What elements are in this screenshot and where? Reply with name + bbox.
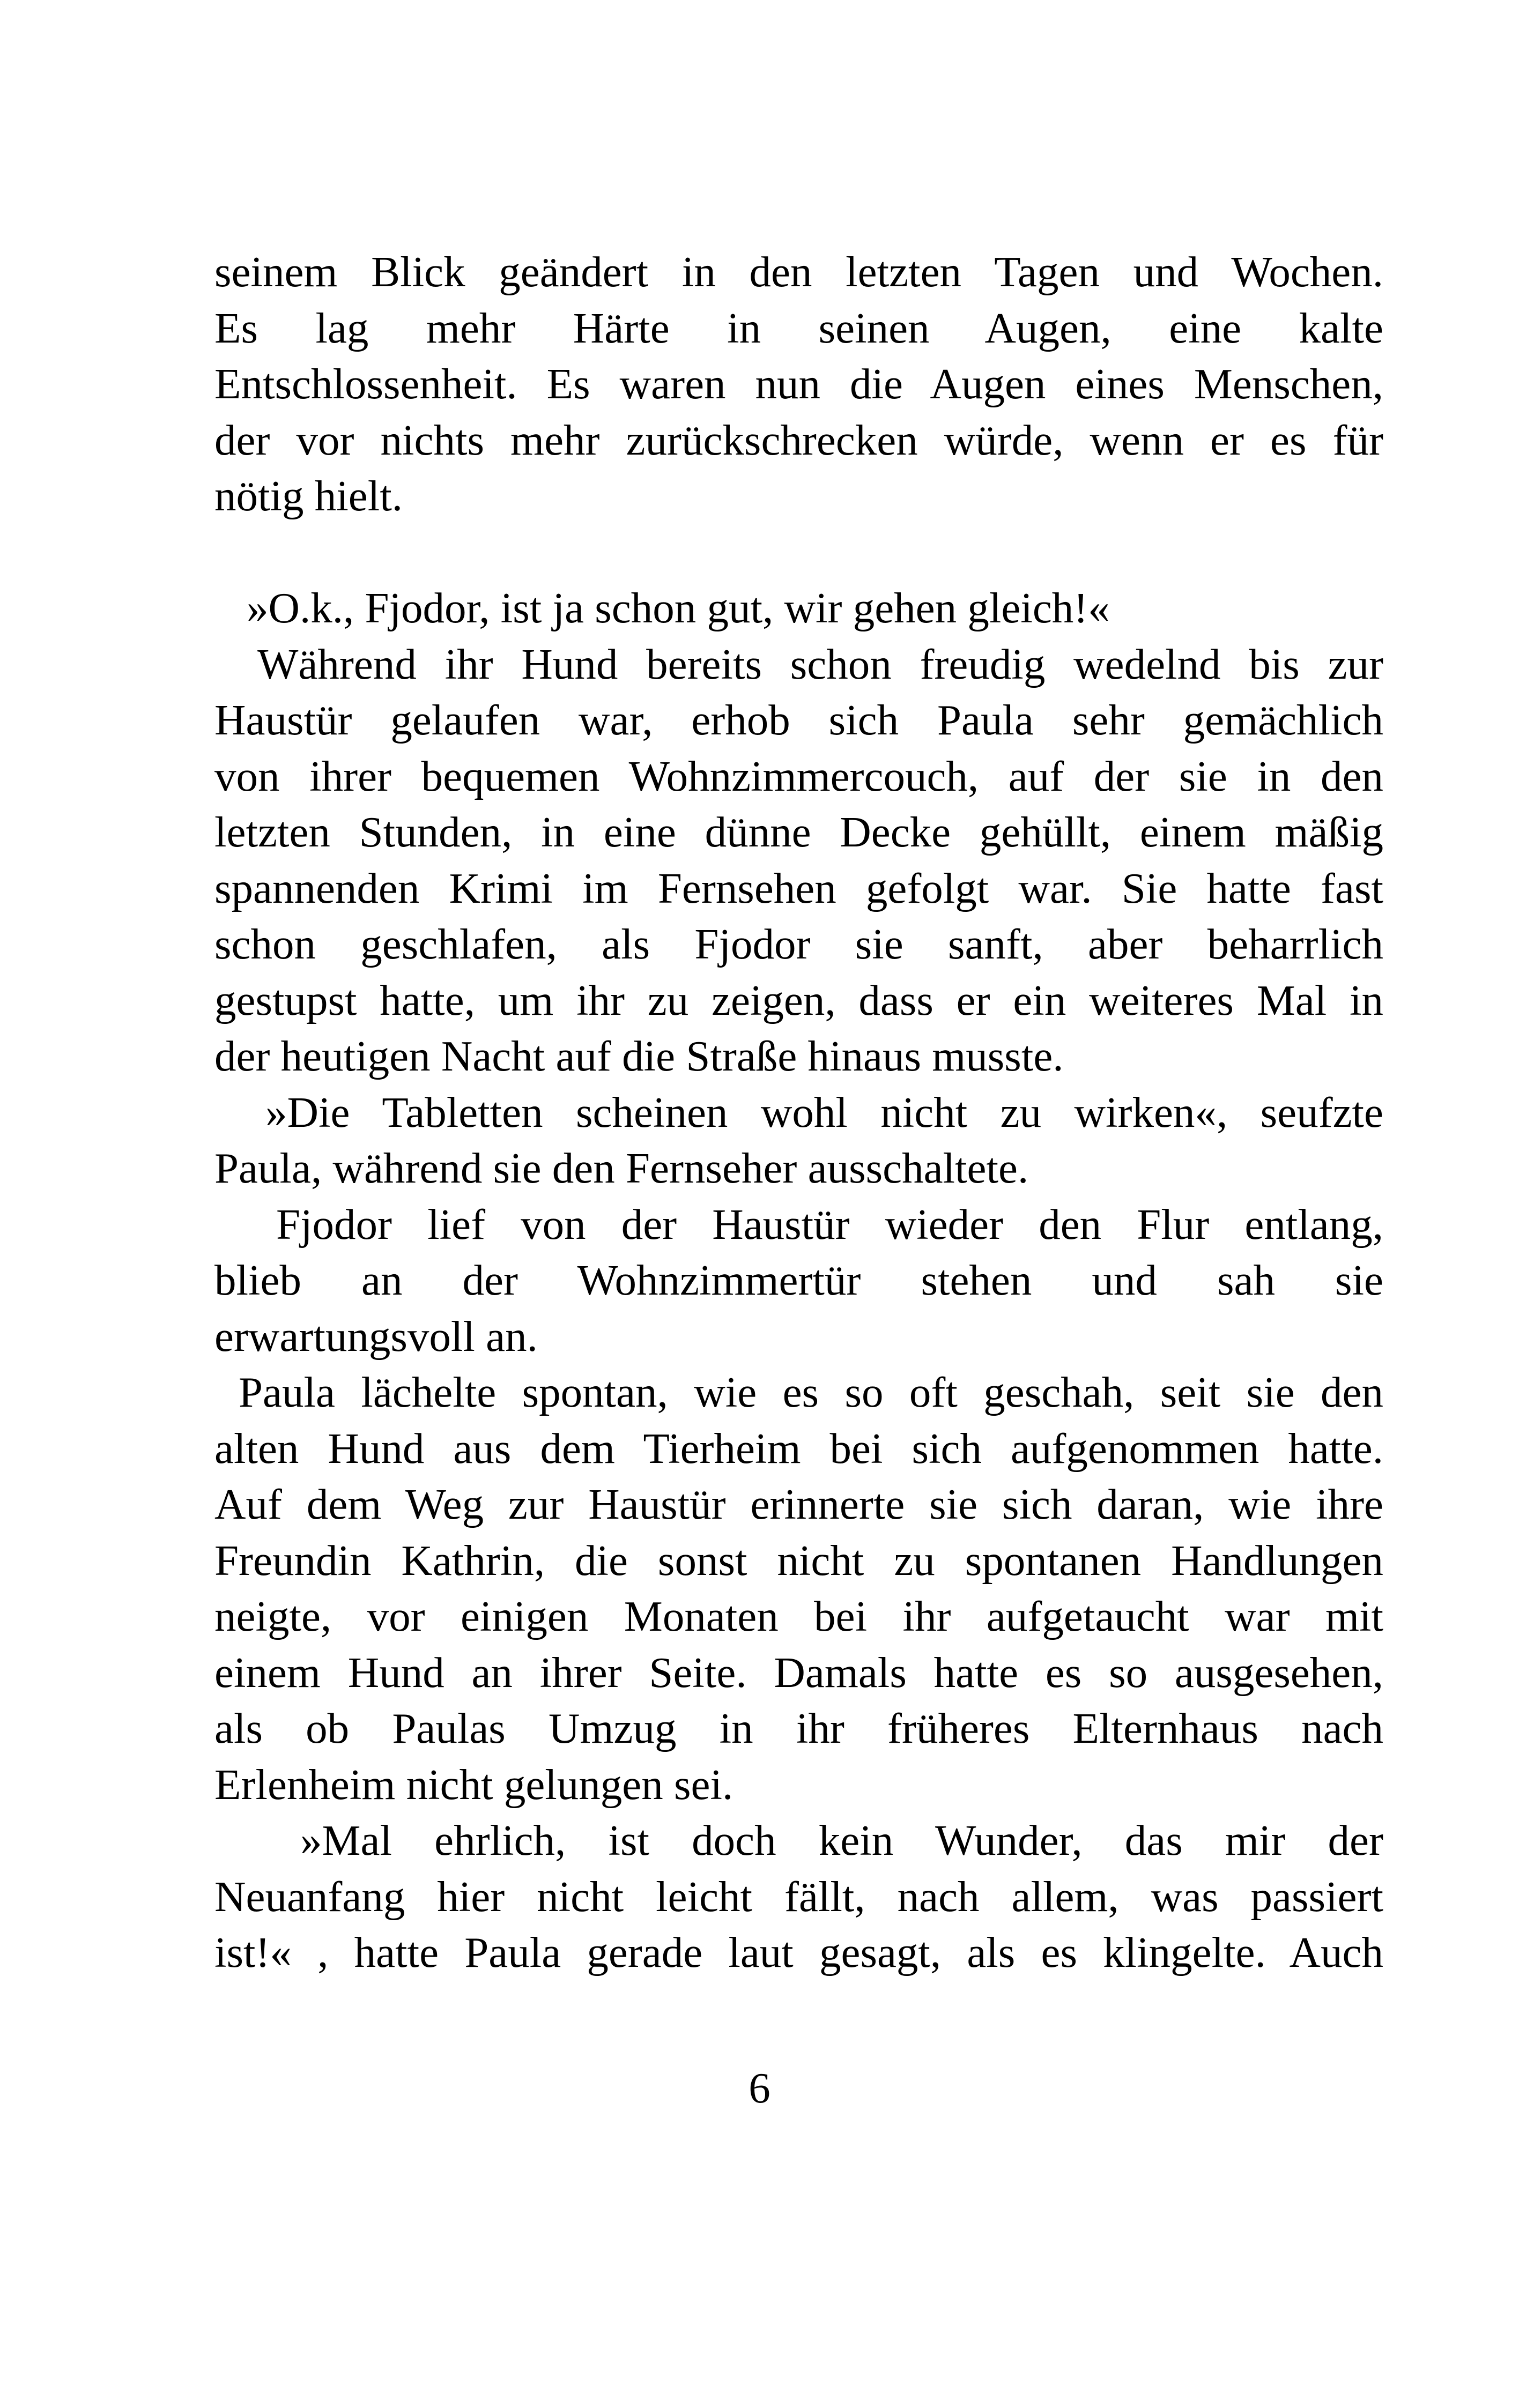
text-line: als ob Paulas Umzug in ihr früheres Elternhaus nach xyxy=(214,1704,1383,1752)
text-line: alten Hund aus dem Tierheim bei sich aufgenommen hatte. xyxy=(214,1424,1383,1473)
text-line: Paula, während sie den Fernseher ausschaltete. xyxy=(214,1144,1029,1192)
text-line: schon geschlafen, als Fjodor sie sanft, aber beharrlich xyxy=(214,920,1383,968)
text-line: seinem Blick geändert in den letzten Tagen und Wochen. xyxy=(214,248,1383,296)
text-line: »O.k., Fjodor, ist ja schon gut, wir gehen gleich!« xyxy=(247,584,1110,632)
text-line: erwartungsvoll an. xyxy=(214,1312,538,1361)
text-line: gestupst hatte, um ihr zu zeigen, dass er ein weiteres Mal in xyxy=(214,976,1383,1024)
paragraph-gap xyxy=(214,524,1383,581)
text-line: Haustür gelaufen war, erhob sich Paula sehr gemächlich xyxy=(214,696,1383,744)
text-line: Paula lächelte spontan, wie es so oft geschah, seit sie den xyxy=(239,1368,1383,1416)
text-line: Es lag mehr Härte in seinen Augen, eine kalte xyxy=(214,303,1383,352)
text-line: letzten Stunden, in eine dünne Decke gehüllt, einem mäßig xyxy=(214,808,1383,856)
text-line: Neuanfang hier nicht leicht fällt, nach allem, was passiert xyxy=(214,1872,1383,1921)
text-line: ist!« , hatte Paula gerade laut gesagt, als es klingelte. Auch xyxy=(214,1928,1383,1976)
text-line: Auf dem Weg zur Haustür erinnerte sie sich daran, wie ihre xyxy=(214,1480,1383,1528)
text-line: Freundin Kathrin, die sonst nicht zu spontanen Handlungen xyxy=(214,1536,1383,1585)
text-line: nötig hielt. xyxy=(214,472,403,520)
text-line: »Die Tabletten scheinen wohl nicht zu wirken«, seufzte xyxy=(265,1088,1383,1136)
text-line: der heutigen Nacht auf die Straße hinaus musste. xyxy=(214,1032,1064,1080)
text-line: »Mal ehrlich, ist doch kein Wunder, das mir der xyxy=(300,1816,1383,1864)
text-line: Erlenheim nicht gelungen sei. xyxy=(214,1760,733,1809)
text-line: von ihrer bequemen Wohnzimmercouch, auf der sie in den xyxy=(214,752,1383,800)
page-number: 6 xyxy=(749,2064,770,2112)
text-line: neigte, vor einigen Monaten bei ihr aufgetaucht war mit xyxy=(214,1592,1383,1640)
text-line: der vor nichts mehr zurückschrecken würde, wenn er es für xyxy=(214,415,1383,464)
text-line: blieb an der Wohnzimmertür stehen und sah sie xyxy=(214,1256,1383,1304)
text-line: Fjodor lief von der Haustür wieder den Flur entlang, xyxy=(276,1200,1383,1248)
text-line: Entschlossenheit. Es waren nun die Augen eines Menschen, xyxy=(214,360,1383,408)
text-line: einem Hund an ihrer Seite. Damals hatte es so ausgesehen, xyxy=(214,1648,1383,1697)
text-line: Während ihr Hund bereits schon freudig wedelnd bis zur xyxy=(257,640,1383,688)
body-text xyxy=(214,244,1383,1981)
text-line: spannenden Krimi im Fernsehen gefolgt war. Sie hatte fast xyxy=(214,864,1383,912)
